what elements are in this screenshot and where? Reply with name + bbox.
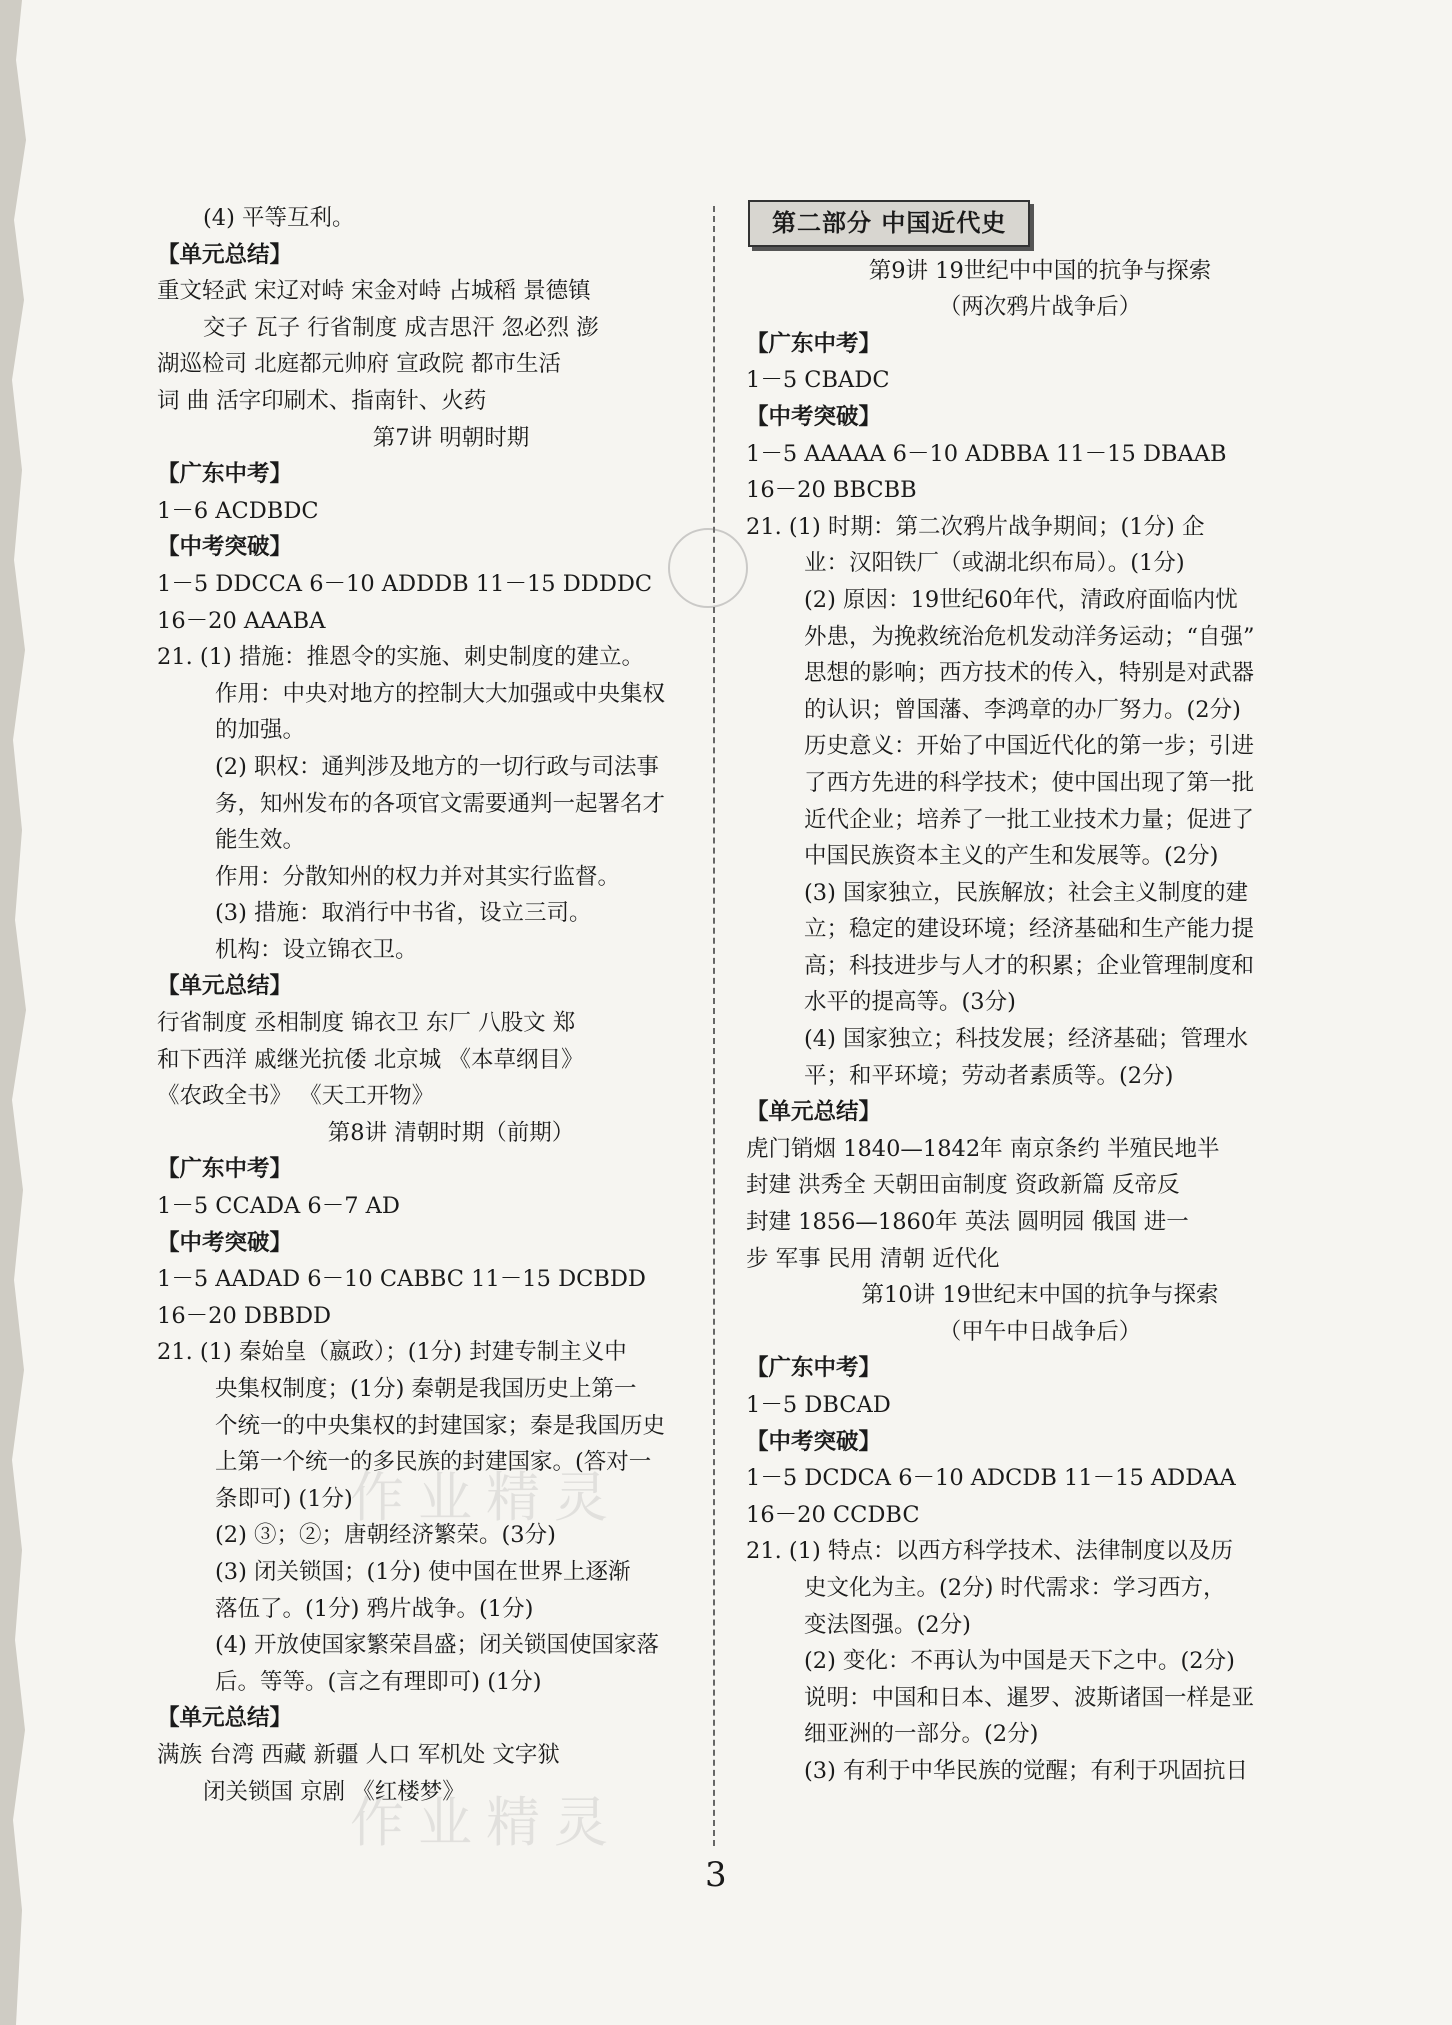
left-column-line: 【广东中考】 [157,1156,293,1183]
right-column-line: 思想的影响；西方技术的传入，特别是对武器 [804,660,1255,687]
left-column-line: 务，知州发布的各项官文需要通判一起署名才 [215,790,666,817]
right-column-line: 立；稳定的建设环境；经济基础和生产能力提 [804,916,1255,943]
left-column-line: 1－5 AADAD 6－10 CABBC 11－15 DCBDD [157,1266,646,1293]
right-column-line: 水平的提高等。(3分) [804,989,1016,1016]
right-column-line: 【广东中考】 [746,330,882,357]
left-column-line: 21. (1) 秦始皇（嬴政）；(1分) 封建专制主义中 [157,1339,627,1366]
right-column-line: 封建 1856—1860年 英法 圆明园 俄国 进一 [746,1209,1189,1236]
right-column-line: 平；和平环境；劳动者素质等。(2分) [804,1062,1174,1089]
left-column-line: 和下西洋 戚继光抗倭 北京城 《本草纲目》 [157,1046,584,1073]
right-column-line: 高；科技进步与人才的积累；企业管理制度和 [804,952,1255,979]
left-column-line: 重文轻武 宋辽对峙 宋金对峙 占城稻 景德镇 [157,278,591,305]
left-column-line: (4) 开放使国家繁荣昌盛；闭关锁国使国家落 [215,1632,660,1659]
part-two-header: 第二部分 中国近代史 [748,200,1030,247]
left-column-line: 机构：设立锦衣卫。 [215,936,418,963]
right-column-line: (4) 国家独立；科技发展；经济基础；管理水 [804,1026,1249,1053]
watermark-1: 作业精灵 [350,1466,622,1529]
right-column-line: 21. (1) 特点：以西方科学技术、法律制度以及历 [746,1538,1233,1565]
left-column-line: (2) 职权：通判涉及地方的一切行政与司法事 [215,753,660,780]
left-column-line: 落伍了。(1分) 鸦片战争。(1分) [215,1595,534,1622]
right-column-line: 【单元总结】 [746,1099,882,1126]
left-column-line: 第7讲 明朝时期 [372,424,530,451]
left-column-line: 【中考突破】 [157,534,293,561]
left-column-line: 1－5 CCADA 6－7 AD [157,1193,400,1220]
left-column-line: 1－6 ACDBDC [157,497,319,524]
left-column-line: 【单元总结】 [157,1705,293,1732]
left-column-line: 的加强。 [215,717,306,744]
right-column-lines [746,253,1334,1790]
left-column-line: 作用：分散知州的权力并对其实行监督。 [215,863,621,890]
right-column-line: 1－5 AAAAA 6－10 ADBBA 11－15 DBAAB [746,440,1227,467]
right-column-line: 【广东中考】 [746,1355,882,1382]
right-column-line: 21. (1) 时期：第二次鸦片战争期间；(1分) 企 [746,513,1205,540]
left-column-line: 作用：中央对地方的控制大大加强或中央集权 [215,680,666,707]
left-column-line: 【单元总结】 [157,973,293,1000]
right-column-line: (2) 原因：19世纪60年代，清政府面临内忧 [804,586,1238,613]
left-column [157,200,745,1810]
left-column-line: 21. (1) 措施：推恩令的实施、刺史制度的建立。 [157,644,644,671]
left-column-line: 条即可) (1分) [215,1485,353,1512]
right-column-line: 的认识；曾国藩、李鸿章的办厂努力。(2分) [804,696,1241,723]
left-column-line: (2) ③；②；唐朝经济繁荣。(3分) [215,1522,556,1549]
right-column-line: 虎门销烟 1840—1842年 南京条约 半殖民地半 [746,1135,1220,1162]
column-divider [713,206,715,1846]
left-column-line: 16－20 AAABA [157,607,326,634]
right-column-line: (3) 有利于中华民族的觉醒；有利于巩固抗日 [804,1757,1249,1784]
right-column-line: 第9讲 19世纪中中国的抗争与探索 [868,257,1212,284]
right-column-line: (3) 国家独立，民族解放；社会主义制度的建 [804,879,1249,906]
left-column-line: 【中考突破】 [157,1229,293,1256]
left-column-line: (3) 措施：取消行中书省，设立三司。 [215,900,592,927]
left-column-line: (3) 闭关锁国；(1分) 使中国在世界上逐渐 [215,1558,631,1585]
right-column-line: 变法图强。(2分) [804,1611,971,1638]
left-column-line: (4) 平等互利。 [203,205,355,231]
left-column-line: 后。等等。(言之有理即可) (1分) [215,1668,542,1695]
torn-edge [0,0,60,2025]
right-column-line: 史文化为主。(2分) 时代需求：学习西方， [804,1574,1226,1601]
left-column-line: 16－20 DBBDD [157,1302,332,1329]
left-column-line: 行省制度 丞相制度 锦衣卫 东厂 八股文 郑 [157,1010,576,1037]
right-column-line: （两次鸦片战争后） [938,294,1142,321]
right-column-line: 1－5 CBADC [746,367,890,394]
right-column-line: 1－5 DCDCA 6－10 ADCDB 11－15 ADDAA [746,1465,1236,1492]
right-column-line: 1－5 DBCAD [746,1392,891,1418]
right-column-line: (2) 变化：不再认为中国是天下之中。(2分) [804,1648,1235,1675]
left-column-line: 第8讲 清朝时期（前期） [327,1119,575,1146]
left-column-line: 词 曲 活字印刷术、指南针、火药 [157,387,487,414]
right-column-line: 16－20 BBCBB [746,477,917,504]
right-column-line: 了西方先进的科学技术；使中国出现了第一批 [804,769,1255,796]
left-column-line: 闭关锁国 京剧 《红楼梦》 [203,1778,465,1805]
right-column-line: 业：汉阳铁厂（或湖北织布局）。(1分) [804,550,1185,577]
left-column-line: 个统一的中央集权的封建国家；秦是我国历史 [215,1412,666,1439]
page-number: 3 [705,1855,727,1895]
left-column-line: 【单元总结】 [157,241,293,268]
left-column-line: 上第一个统一的多民族的封建国家。(答对一 [215,1449,652,1476]
left-column-line: 湖巡检司 北庭都元帅府 宣政院 都市生活 [157,351,561,378]
watermark-2: 作业精灵 [350,1791,622,1854]
right-column-line: 外患，为挽救统治危机发动洋务运动；“自强” [804,623,1255,650]
stamp-seal [668,528,748,608]
right-column-line: 【中考突破】 [746,403,882,430]
right-column-line: 第10讲 19世纪末中国的抗争与探索 [861,1282,1219,1309]
right-column-line: 近代企业；培养了一批工业技术力量；促进了 [804,806,1255,833]
left-column-line: 满族 台湾 西藏 新疆 人口 军机处 文字狱 [157,1741,560,1768]
right-column-line: （甲午中日战争后） [938,1318,1142,1345]
left-column-line: 央集权制度；(1分) 秦朝是我国历史上第一 [215,1376,637,1402]
right-column-line: 步 军事 民用 清朝 近代化 [746,1245,1000,1272]
right-column-line: 细亚洲的一部分。(2分) [804,1721,1039,1748]
right-column-line: 16－20 CCDBC [746,1501,920,1528]
left-column-line: 能生效。 [215,827,306,854]
left-column-line: 【广东中考】 [157,461,293,488]
right-column-line: 中国民族资本主义的产生和发展等。(2分) [804,843,1219,870]
right-column-line: 历史意义：开始了中国近代化的第一步；引进 [804,733,1255,760]
right-column-line: 封建 洪秀全 天朝田亩制度 资政新篇 反帝反 [746,1172,1180,1199]
left-column-line: 1－5 DDCCA 6－10 ADDDB 11－15 DDDDC [157,570,653,597]
right-column-line: 【中考突破】 [746,1428,882,1455]
right-column-line: 说明：中国和日本、暹罗、波斯诸国一样是亚 [804,1684,1255,1711]
left-column-line: 交子 瓦子 行省制度 成吉思汗 忽必烈 澎 [203,314,599,341]
left-column-line: 《农政全书》 《天工开物》 [157,1083,435,1110]
right-column [746,200,1334,1790]
